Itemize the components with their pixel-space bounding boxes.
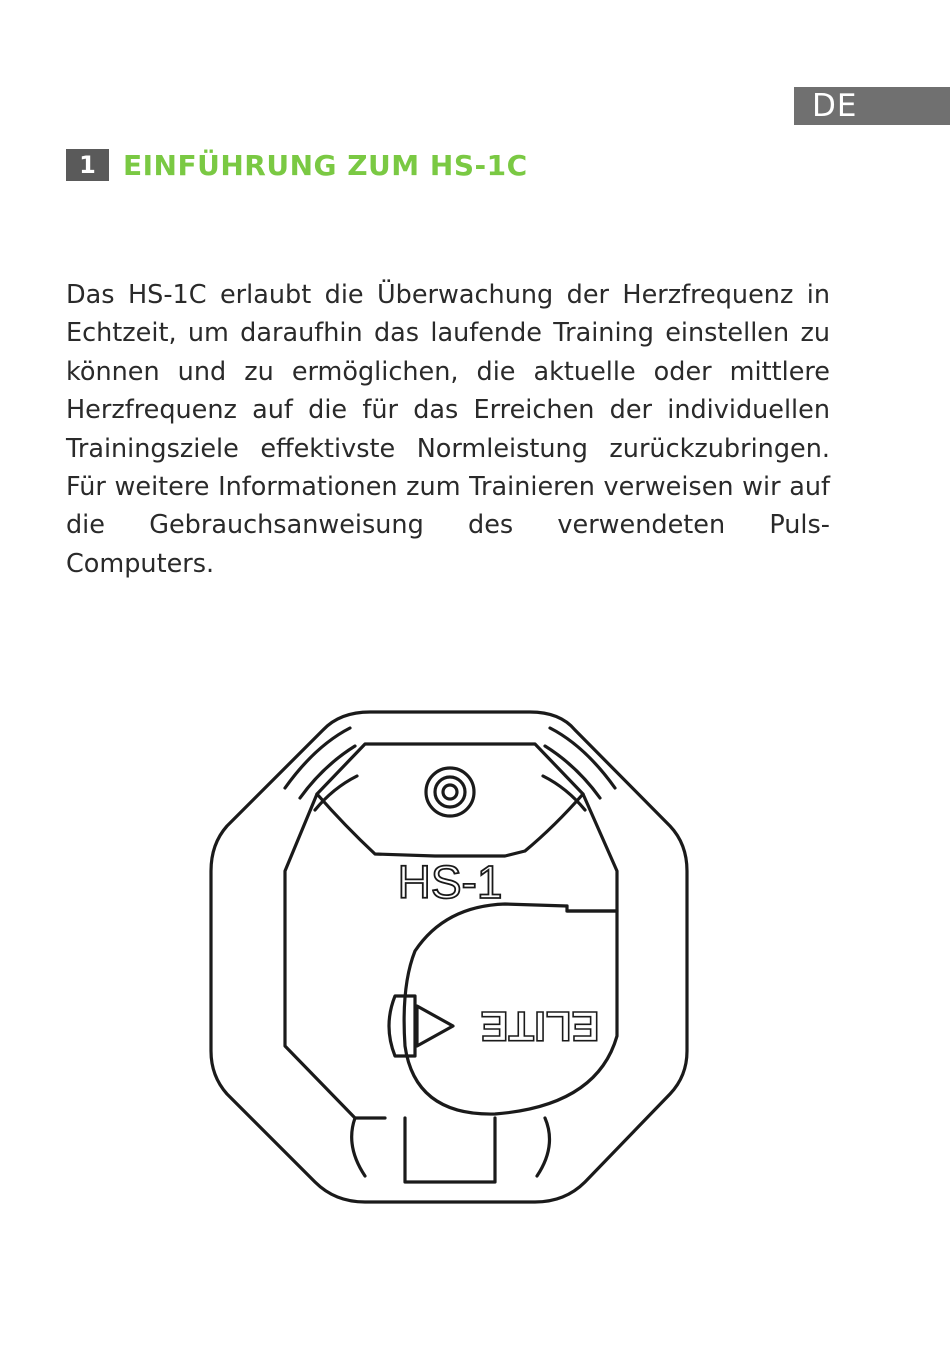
brand-mark: ELITE [480, 1003, 600, 1050]
device-label: HS-1 [397, 856, 503, 908]
section-number: 1 [66, 149, 109, 181]
section-title: EINFÜHRUNG ZUM HS-1C [123, 148, 528, 182]
intro-paragraph: Das HS-1C erlaubt die Überwachung der Herzfrequenz in Echtzeit, um daraufhin das laufende Training einstellen zu können und zu ermöglichen, die aktuelle oder mittlere Herzfrequenz auf die für das Erreichen der individuellen Trainingsziele effektivste Normleistung zurückzubringen. Für weitere Informationen zum Trainieren verweisen wir auf die Gebrauchsanweisung des verwendeten Puls-Computers. [66, 280, 830, 579]
center-button-icon [426, 768, 474, 816]
hs1-sensor-illustration [205, 706, 695, 1226]
play-triangle-icon [417, 1006, 453, 1046]
language-tab: DE [794, 87, 950, 125]
section-heading [66, 148, 528, 182]
